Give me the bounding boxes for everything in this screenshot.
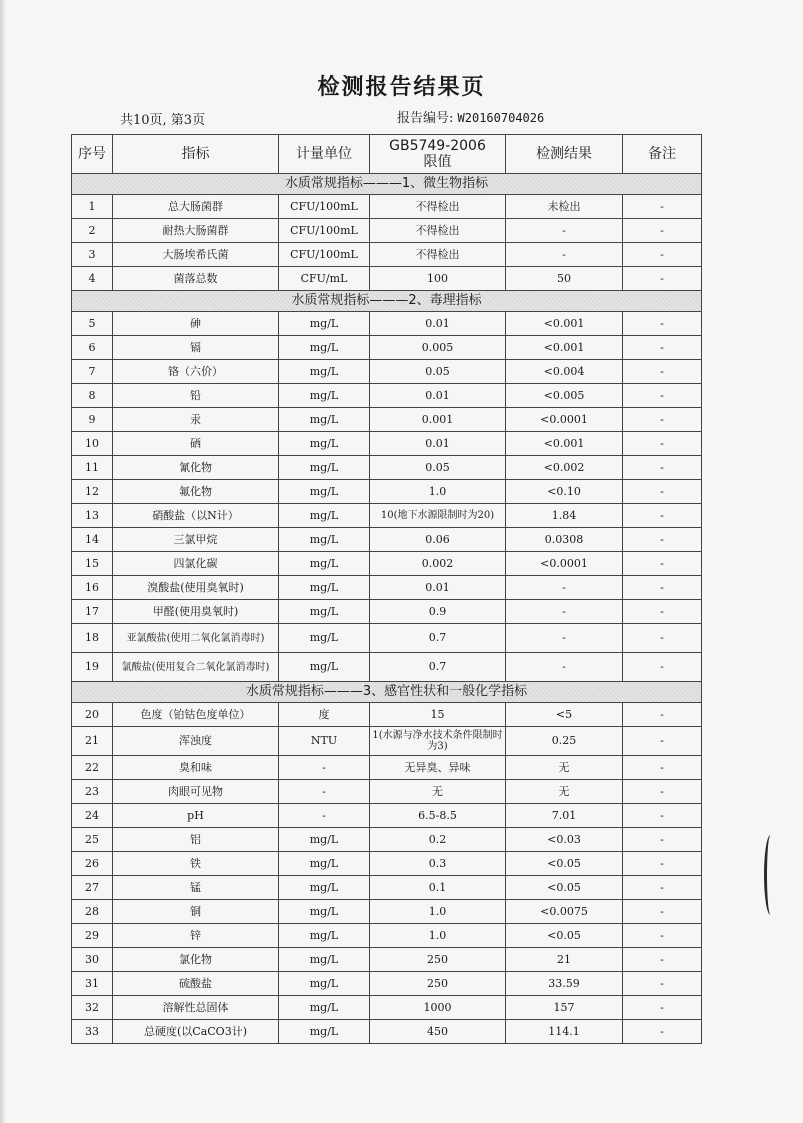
cell-limit: 0.06 [370,528,506,552]
cell-indicator: 溶解性总固体 [113,996,279,1020]
table-row [72,528,702,552]
cell-no: 4 [72,267,113,291]
header-result: 检测结果 [506,135,623,174]
cell-limit: 100 [370,267,506,291]
table-row [72,384,702,408]
cell-unit: - [279,804,370,828]
page-edge-shadow [0,0,6,1123]
cell-limit: 250 [370,972,506,996]
cell-unit: mg/L [279,432,370,456]
cell-result: <0.03 [506,828,623,852]
cell-limit: 10(地下水源限制时为20) [370,504,506,528]
table-body [72,174,702,1044]
table-row [72,727,702,756]
table-row [72,900,702,924]
binding-mark [764,835,777,915]
cell-no: 21 [72,727,113,756]
cell-remark: - [623,336,702,360]
table-row [72,267,702,291]
table-row [72,1020,702,1044]
cell-indicator: 铅 [113,384,279,408]
table-row [72,600,702,624]
cell-remark: - [623,727,702,756]
cell-remark: - [623,996,702,1020]
cell-no: 18 [72,624,113,653]
cell-indicator: 硫酸盐 [113,972,279,996]
cell-unit: CFU/100mL [279,195,370,219]
cell-limit: 0.2 [370,828,506,852]
cell-indicator: 氯化物 [113,948,279,972]
cell-result: 无 [506,780,623,804]
report-number-value: W20160704026 [457,111,545,125]
cell-indicator: 氰化物 [113,456,279,480]
cell-result: 157 [506,996,623,1020]
table-row [72,852,702,876]
cell-remark: - [623,267,702,291]
cell-result: - [506,653,623,682]
cell-limit: 0.01 [370,384,506,408]
cell-indicator: 锰 [113,876,279,900]
cell-indicator: 铝 [113,828,279,852]
cell-unit: CFU/100mL [279,243,370,267]
cell-unit: mg/L [279,336,370,360]
cell-indicator: 铁 [113,852,279,876]
cell-remark: - [623,360,702,384]
cell-unit: mg/L [279,1020,370,1044]
cell-remark: - [623,924,702,948]
table-row [72,456,702,480]
cell-indicator: 大肠埃希氏菌 [113,243,279,267]
cell-indicator: 臭和味 [113,756,279,780]
cell-remark: - [623,1020,702,1044]
cell-limit: 无异臭、异味 [370,756,506,780]
section-title: 水质常规指标———2、毒理指标 [72,291,702,312]
cell-unit: mg/L [279,480,370,504]
cell-no: 24 [72,804,113,828]
table-row [72,219,702,243]
cell-no: 12 [72,480,113,504]
section-row [72,682,702,703]
cell-result: <5 [506,703,623,727]
cell-indicator: 甲醛(使用臭氧时) [113,600,279,624]
cell-unit: mg/L [279,360,370,384]
cell-result: 21 [506,948,623,972]
cell-result: 33.59 [506,972,623,996]
cell-result: 7.01 [506,804,623,828]
cell-result: <0.002 [506,456,623,480]
cell-limit: 6.5-8.5 [370,804,506,828]
cell-result: <0.004 [506,360,623,384]
cell-remark: - [623,804,702,828]
cell-no: 5 [72,312,113,336]
cell-result: - [506,600,623,624]
cell-remark: - [623,432,702,456]
cell-remark: - [623,756,702,780]
cell-limit: 1.0 [370,900,506,924]
cell-remark: - [623,576,702,600]
page-info: 共10页, 第3页 [120,113,206,128]
cell-result: 0.0308 [506,528,623,552]
cell-indicator: 亚氯酸盐(使用二氧化氯消毒时) [113,624,279,653]
cell-unit: - [279,756,370,780]
cell-no: 14 [72,528,113,552]
cell-indicator: 铬（六价） [113,360,279,384]
cell-no: 16 [72,576,113,600]
cell-remark: - [623,219,702,243]
cell-no: 1 [72,195,113,219]
cell-result: <0.05 [506,924,623,948]
cell-unit: CFU/100mL [279,219,370,243]
table-row [72,312,702,336]
table-row [72,432,702,456]
cell-no: 17 [72,600,113,624]
cell-remark: - [623,456,702,480]
table-row [72,243,702,267]
section-row [72,291,702,312]
cell-limit: 1000 [370,996,506,1020]
cell-remark: - [623,900,702,924]
cell-no: 32 [72,996,113,1020]
table-row [72,336,702,360]
cell-unit: NTU [279,727,370,756]
cell-unit: - [279,780,370,804]
header-limit-label: 限值 [423,154,452,170]
table-row [72,576,702,600]
cell-result: 0.25 [506,727,623,756]
section-row [72,174,702,195]
cell-indicator: 耐热大肠菌群 [113,219,279,243]
cell-indicator: 氟化物 [113,480,279,504]
cell-result: <0.10 [506,480,623,504]
cell-remark: - [623,528,702,552]
cell-indicator: 硝酸盐（以N计） [113,504,279,528]
cell-no: 28 [72,900,113,924]
header-no: 序号 [72,135,113,174]
cell-remark: - [623,480,702,504]
table-row [72,408,702,432]
cell-indicator: 色度（铂钴色度单位） [113,703,279,727]
cell-result: <0.05 [506,876,623,900]
cell-indicator: 镉 [113,336,279,360]
report-number-label: 报告编号: [397,111,454,126]
cell-limit: 0.9 [370,600,506,624]
cell-remark: - [623,876,702,900]
cell-no: 33 [72,1020,113,1044]
cell-indicator: pH [113,804,279,828]
cell-limit: 0.01 [370,432,506,456]
cell-indicator: 总硬度(以CaCO3计) [113,1020,279,1044]
cell-unit: mg/L [279,996,370,1020]
cell-no: 11 [72,456,113,480]
table-row [72,804,702,828]
table-row [72,780,702,804]
cell-remark: - [623,384,702,408]
cell-limit: 不得检出 [370,219,506,243]
cell-unit: mg/L [279,576,370,600]
cell-no: 29 [72,924,113,948]
cell-unit: mg/L [279,653,370,682]
table-row [72,996,702,1020]
cell-result: <0.001 [506,312,623,336]
cell-remark: - [623,552,702,576]
cell-unit: mg/L [279,600,370,624]
cell-unit: mg/L [279,408,370,432]
cell-indicator: 菌落总数 [113,267,279,291]
table-row [72,504,702,528]
cell-result: 114.1 [506,1020,623,1044]
cell-limit: 0.7 [370,653,506,682]
cell-result: <0.001 [506,432,623,456]
cell-result: <0.0001 [506,552,623,576]
cell-remark: - [623,653,702,682]
table-row [72,876,702,900]
cell-unit: mg/L [279,528,370,552]
cell-no: 30 [72,948,113,972]
cell-result: - [506,576,623,600]
cell-result: <0.05 [506,852,623,876]
cell-unit: mg/L [279,924,370,948]
cell-limit: 1(水源与净水技术条件限制时为3) [370,727,506,756]
cell-limit: 0.1 [370,876,506,900]
cell-remark: - [623,624,702,653]
cell-no: 8 [72,384,113,408]
page-title: 检测报告结果页 [317,75,486,100]
cell-unit: mg/L [279,624,370,653]
cell-indicator: 汞 [113,408,279,432]
cell-limit: 450 [370,1020,506,1044]
table-row [72,624,702,653]
cell-limit: 1.0 [370,480,506,504]
cell-no: 7 [72,360,113,384]
cell-remark: - [623,408,702,432]
cell-limit: 0.005 [370,336,506,360]
cell-no: 15 [72,552,113,576]
cell-no: 6 [72,336,113,360]
cell-result: 1.84 [506,504,623,528]
cell-indicator: 浑浊度 [113,727,279,756]
header-remark: 备注 [623,135,702,174]
cell-result: - [506,219,623,243]
cell-limit: 不得检出 [370,195,506,219]
cell-unit: mg/L [279,948,370,972]
cell-unit: mg/L [279,876,370,900]
cell-unit: mg/L [279,312,370,336]
cell-limit: 无 [370,780,506,804]
report-number [397,107,544,126]
cell-unit: mg/L [279,900,370,924]
cell-remark: - [623,195,702,219]
cell-limit: 0.7 [370,624,506,653]
table-row [72,948,702,972]
cell-unit: mg/L [279,504,370,528]
cell-remark: - [623,600,702,624]
cell-limit: 1.0 [370,924,506,948]
table-row [72,480,702,504]
cell-result: 未检出 [506,195,623,219]
cell-limit: 15 [370,703,506,727]
cell-indicator: 肉眼可见物 [113,780,279,804]
cell-limit: 0.01 [370,312,506,336]
cell-limit: 0.01 [370,576,506,600]
header-limit [370,135,506,174]
cell-remark: - [623,948,702,972]
cell-no: 27 [72,876,113,900]
cell-limit: 不得检出 [370,243,506,267]
cell-limit: 0.05 [370,456,506,480]
cell-no: 26 [72,852,113,876]
cell-limit: 0.001 [370,408,506,432]
cell-no: 3 [72,243,113,267]
table-header-row [72,135,702,174]
table-row [72,653,702,682]
cell-result: <0.005 [506,384,623,408]
cell-remark: - [623,312,702,336]
cell-unit: mg/L [279,972,370,996]
cell-unit: mg/L [279,852,370,876]
cell-remark: - [623,780,702,804]
cell-indicator: 四氯化碳 [113,552,279,576]
cell-limit: 250 [370,948,506,972]
cell-indicator: 硒 [113,432,279,456]
cell-no: 19 [72,653,113,682]
cell-no: 20 [72,703,113,727]
cell-no: 10 [72,432,113,456]
cell-remark: - [623,972,702,996]
cell-no: 31 [72,972,113,996]
cell-unit: mg/L [279,552,370,576]
cell-limit: 0.3 [370,852,506,876]
cell-result: 50 [506,267,623,291]
cell-indicator: 氯酸盐(使用复合二氧化氯消毒时) [113,653,279,682]
cell-result: - [506,243,623,267]
header-indicator: 指标 [113,135,279,174]
cell-no: 9 [72,408,113,432]
cell-indicator: 锌 [113,924,279,948]
cell-remark: - [623,703,702,727]
cell-no: 25 [72,828,113,852]
cell-indicator: 铜 [113,900,279,924]
cell-result: - [506,624,623,653]
table-row [72,703,702,727]
cell-result: 无 [506,756,623,780]
header-unit: 计量单位 [279,135,370,174]
cell-no: 22 [72,756,113,780]
cell-limit: 0.002 [370,552,506,576]
cell-no: 13 [72,504,113,528]
cell-no: 23 [72,780,113,804]
cell-unit: CFU/mL [279,267,370,291]
table-row [72,552,702,576]
cell-remark: - [623,504,702,528]
cell-result: <0.0001 [506,408,623,432]
cell-result: <0.0075 [506,900,623,924]
cell-remark: - [623,243,702,267]
header-limit-standard: GB5749-2006 [389,138,486,154]
table-row [72,360,702,384]
table-row [72,828,702,852]
cell-remark: - [623,828,702,852]
cell-indicator: 三氯甲烷 [113,528,279,552]
table-row [72,756,702,780]
cell-indicator: 溴酸盐(使用臭氧时) [113,576,279,600]
cell-indicator: 砷 [113,312,279,336]
table-row [72,972,702,996]
results-table [71,134,702,1044]
section-title: 水质常规指标———1、微生物指标 [72,174,702,195]
cell-unit: mg/L [279,384,370,408]
table-row [72,924,702,948]
table-row [72,195,702,219]
cell-result: <0.001 [506,336,623,360]
cell-unit: 度 [279,703,370,727]
cell-indicator: 总大肠菌群 [113,195,279,219]
cell-remark: - [623,852,702,876]
cell-unit: mg/L [279,456,370,480]
cell-limit: 0.05 [370,360,506,384]
cell-no: 2 [72,219,113,243]
section-title: 水质常规指标———3、感官性状和一般化学指标 [72,682,702,703]
cell-unit: mg/L [279,828,370,852]
